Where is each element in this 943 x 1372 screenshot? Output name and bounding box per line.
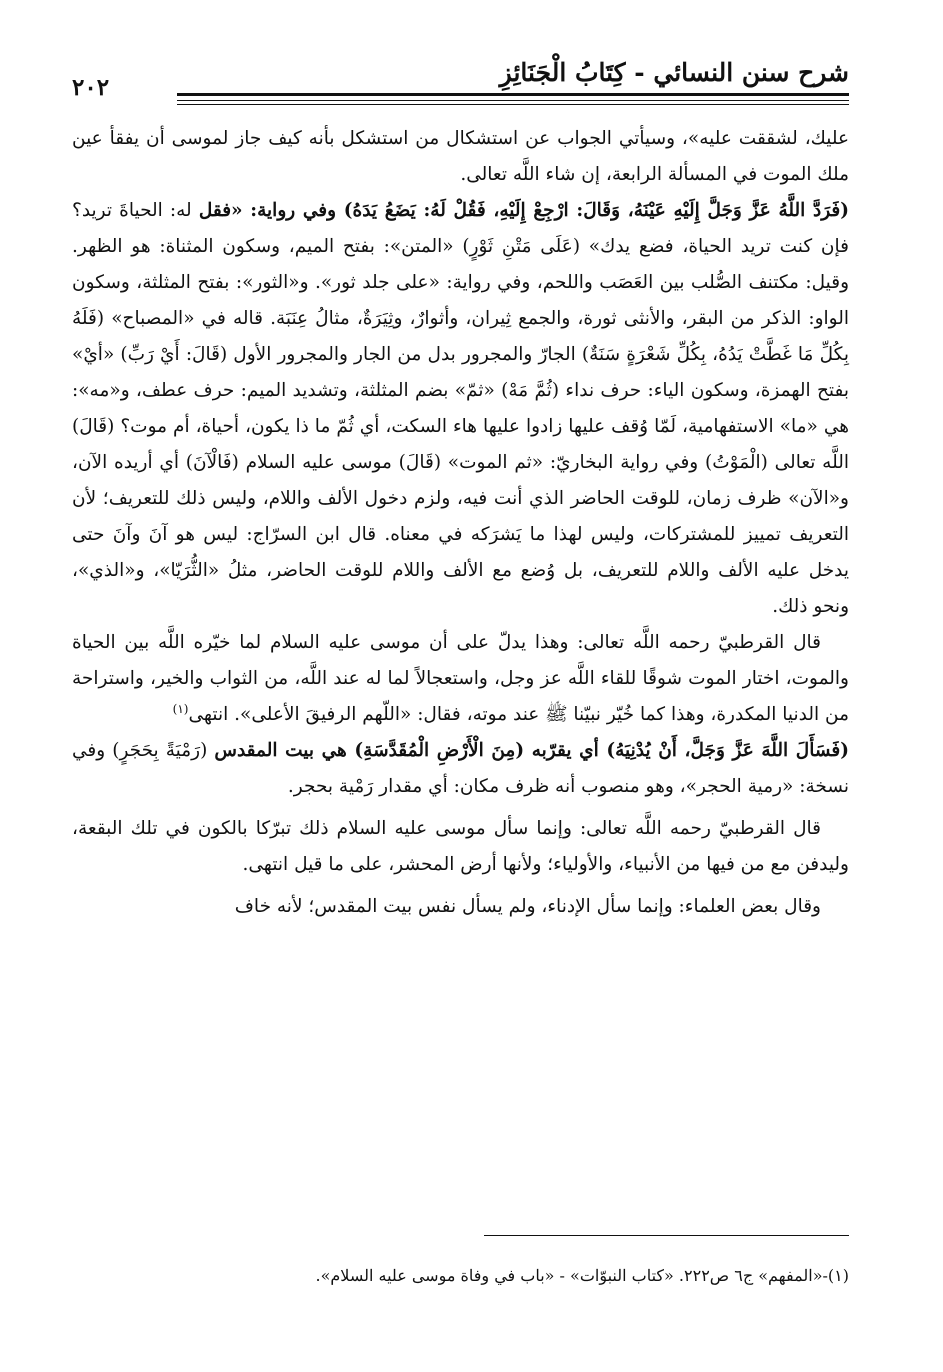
page-header <box>72 58 849 108</box>
main-text <box>72 121 849 925</box>
page-number: ٢٠٢ <box>72 74 110 101</box>
line-27: وقال بعض العلماء: وإنما سأل الإدناء، ولم يسأل نفس بيت المقدس؛ لأنه خاف <box>234 896 821 917</box>
paragraph-5 <box>72 811 849 883</box>
line-23: رَمْية بحجر. <box>287 776 374 797</box>
line-26: انتهى. <box>242 854 289 875</box>
line-24: قال القرطبيّ رحمه اللَّه تعالى: وإنما سأل موسى عليه السلام ذلك تبرّكا بالكون في تلك <box>130 818 821 839</box>
header-rule-thin-2 <box>177 104 849 105</box>
line-21: (فَسَأَلَ اللَّهَ عَزَّ وَجَلَّ، أَنْ يُدْنِيَهُ) أي يقرّبه (مِنَ الْأَرْضِ الْمُقَدَّسَةِ) هي بيت المقدس <box>214 740 849 761</box>
line-18: الحياة والموت، اختار الموت شوقًا للقاء اللَّه عز وجل، واستعجالاً لما له عند اللَّه، من <box>72 632 849 689</box>
running-title: شرح سنن النسائي - كِتَابُ الْجَنَائِزِ <box>499 58 849 87</box>
line-20: «اللّهم الرفيقَ الأعلى». انتهى <box>188 704 412 725</box>
paragraph-4 <box>72 733 849 805</box>
line-13: زمان، للوقت الحاضر الذي أنت فيه، ولزم دخول الألف واللام، وليس ذلك <box>176 488 731 509</box>
line-3: (فَرَدَّ اللَّهُ عَزَّ وَجَلَّ إِلَيْهِ عَيْنَهُ، وَقَالَ: ارْجِعْ إِلَيْهِ، فَقُلْ لَهُ: يَضَعُ يَدَهُ) وفي رواية: «فقل <box>198 200 849 221</box>
footnote-separator <box>484 1235 849 1236</box>
header-rule-thick <box>177 93 849 96</box>
paragraph-1 <box>72 121 849 193</box>
line-11: عليها هاء السكت، أي ثُمّ ما ذا يكون، أحياة، أم موت؟ (قَالَ) اللَّه تعالى (الْمَوْتُ) وفي <box>72 416 849 473</box>
line-22: (رَمْيَةً بِحَجَرٍ) وفي نسخة: «رمية الحجر»، وهو منصوب أنه ظرف مكان: أي مقدار <box>72 740 849 797</box>
paragraph-2 <box>72 193 849 625</box>
line-8: مَا غَطَّتْ يَدُهُ، بِكُلِّ شَعْرَةٍ سَنَةٌ) الجارّ والمجرور بدل من الجار والمجرور الأول (قَالَ: <box>185 344 814 365</box>
header-rule-thin-1 <box>177 100 849 101</box>
line-15: السرّاج: ليس هو آنَ وآنَ حتى يدخل عليه الألف واللام للتعريف، بل وُضع مع الألف <box>72 524 849 581</box>
footnote-1: (١)-«المفهم» ج٦ ص٢٢٢. «كتاب النبوّات» - «باب في وفاة موسى عليه السلام». <box>315 1266 849 1285</box>
line-12: رواية البخاريّ: «ثم الموت» (قَالَ) موسى عليه السلام (فَالْآنَ) أي أريده الآن، و«الآن» ظرف <box>72 452 849 509</box>
line-10: وتشديد الميم: حرف عطف، و«مه»: هي «ما» الاستفهامية، لَمّا وُقف عليها زادوا <box>72 380 850 437</box>
line-4: له: الحياةَ تريد؟ فإن كنت تريد الحياة، فضع يدك» (عَلَى مَتْنِ ثَوْرٍ) «المتن»: بفتح <box>72 200 849 257</box>
footnote-marker: (١) <box>172 701 189 716</box>
line-19: الثواب والخير، واستراحة من الدنيا المكدرة، وهذا كما خُيّر نبيّنا ﷺ عند موته، فقال: <box>72 668 849 725</box>
line-14: للتعريف؛ لأن التعريف تمييز للمشتركات، وليس لهذا ما يَشرَكه في معناه. قال ابن <box>72 488 850 545</box>
line-9: أَيْ رَبِّ) «أيْ» بفتح الهمزة، وسكون الياء: حرف نداء (ثُمَّ مَهْ) «ثمّ» بضم المثلثة، <box>72 344 849 401</box>
line-6: رواية: «على جلد ثور». و«الثور»: بفتح المثلثة، وسكون الواو: الذكر من البقر، <box>72 272 849 329</box>
line-17: قال القرطبيّ رحمه اللَّه تعالى: وهذا يدلّ على أن موسى عليه السلام لما خيّره اللَّه بين <box>124 632 821 653</box>
line-25: البقعة، وليدفن مع من فيها من الأنبياء، والأولياء؛ ولأنها أرض المحشر، على ما قيل <box>72 818 849 875</box>
paragraph-6 <box>72 889 849 925</box>
line-16: واللام للوقت الحاضر، مثلُ «الثُّرَيّا»، و«الذي»، ونحو ذلك. <box>72 560 849 617</box>
paragraph-3 <box>72 625 849 733</box>
line-2: لموسى أن يفقأ عين ملك الموت في المسألة الرابعة، إن شاء اللَّه تعالى. <box>72 128 849 185</box>
line-5: الميم، وسكون المثناة: هو الظهر. وقيل: مكتنف الصُّلب بين العَصَب واللحم، وفي <box>72 236 849 293</box>
line-7: والأنثى ثورة، والجمع ثِيران، وأثوارٌ، وثِيَرَةٌ، مثالُ عِنَبَة. قاله في «المصباح» (فَلَهُ بِكُلِّ <box>72 308 849 365</box>
line-1: عليك، لشققت عليه»، وسيأتي الجواب عن استشكال من استشكل بأنه كيف جاز <box>235 128 850 149</box>
